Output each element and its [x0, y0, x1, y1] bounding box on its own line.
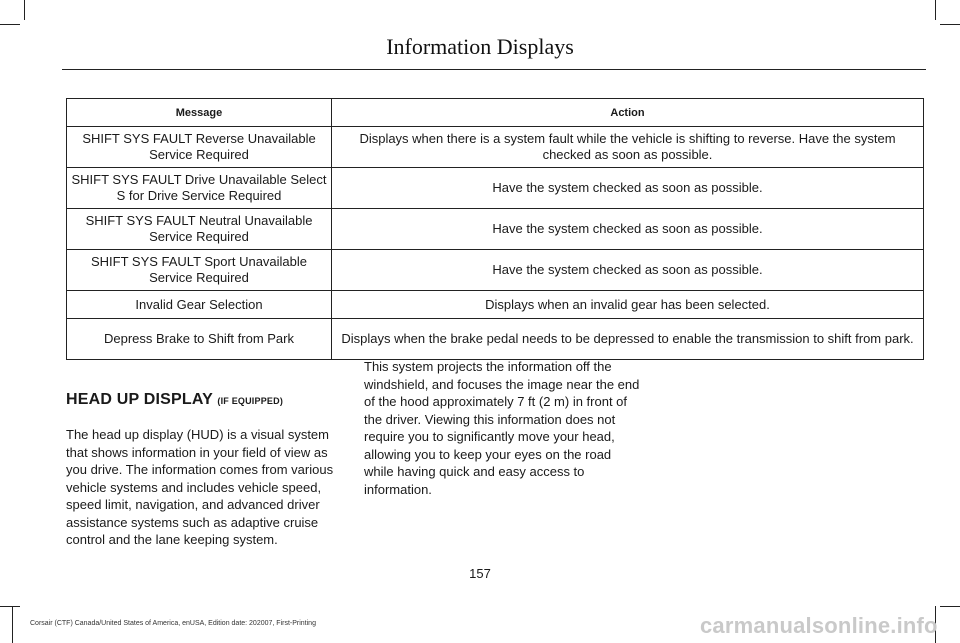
- crop-mark: [940, 606, 960, 607]
- message-cell: SHIFT SYS FAULT Sport Unavailable Service Required: [67, 250, 332, 291]
- message-cell: Depress Brake to Shift from Park: [67, 319, 332, 360]
- section-heading-text: HEAD UP DISPLAY: [66, 391, 213, 408]
- footer-edition-text: Corsair (CTF) Canada/United States of America, enUSA, Edition date: 202007, First-Printing: [30, 620, 316, 627]
- table-row: [67, 127, 924, 168]
- page-number: 157: [469, 566, 491, 581]
- crop-mark: [0, 24, 20, 25]
- message-cell: SHIFT SYS FAULT Neutral Unavailable Service Required: [67, 209, 332, 250]
- crop-mark: [12, 606, 13, 643]
- table-row: [67, 250, 924, 291]
- crop-mark: [24, 0, 25, 20]
- action-cell: Displays when an invalid gear has been selected.: [332, 291, 924, 319]
- action-cell: Displays when there is a system fault while the vehicle is shifting to reverse. Have the system checked as soon as possible.: [332, 127, 924, 168]
- action-cell: Have the system checked as soon as possible.: [332, 250, 924, 291]
- column-header-message: Message: [67, 99, 332, 127]
- table-row: [67, 209, 924, 250]
- crop-mark: [940, 24, 960, 25]
- action-cell: Have the system checked as soon as possible.: [332, 168, 924, 209]
- header-divider: [62, 69, 926, 70]
- message-cell: Invalid Gear Selection: [67, 291, 332, 319]
- message-table: [66, 98, 924, 360]
- action-cell: Displays when the brake pedal needs to be depressed to enable the transmission to shift from park.: [332, 319, 924, 360]
- table-header-row: [67, 99, 924, 127]
- table-row: [67, 168, 924, 209]
- column-header-action: Action: [332, 99, 924, 127]
- section-heading-note: (IF EQUIPPED): [217, 396, 284, 406]
- action-cell: Have the system checked as soon as possible.: [332, 209, 924, 250]
- paragraph-left: The head up display (HUD) is a visual system that shows information in your field of view as you drive. The information comes from various vehicle systems and includes vehicle speed, speed limit, navigation, and advanced driver assistance systems such as adaptive cruise control and the lane keeping system.: [66, 427, 334, 547]
- watermark: carmanualsonline.info: [700, 613, 938, 638]
- crop-mark: [935, 0, 936, 20]
- paragraph-right: This system projects the information off the windshield, and focuses the image near the end of the hood approximately 7 ft (2 m) in front of the driver. Viewing this information does not require you to significantly move your head, allowing you to keep your eyes on the road while having quick and easy access to information.: [364, 359, 640, 497]
- table-row: [67, 319, 924, 360]
- crop-mark: [0, 606, 20, 607]
- page-title: Information Displays: [386, 34, 574, 59]
- message-cell: SHIFT SYS FAULT Drive Unavailable Select S for Drive Service Required: [67, 168, 332, 209]
- table-row: [67, 291, 924, 319]
- message-cell: SHIFT SYS FAULT Reverse Unavailable Service Required: [67, 127, 332, 168]
- section-heading: [66, 391, 283, 409]
